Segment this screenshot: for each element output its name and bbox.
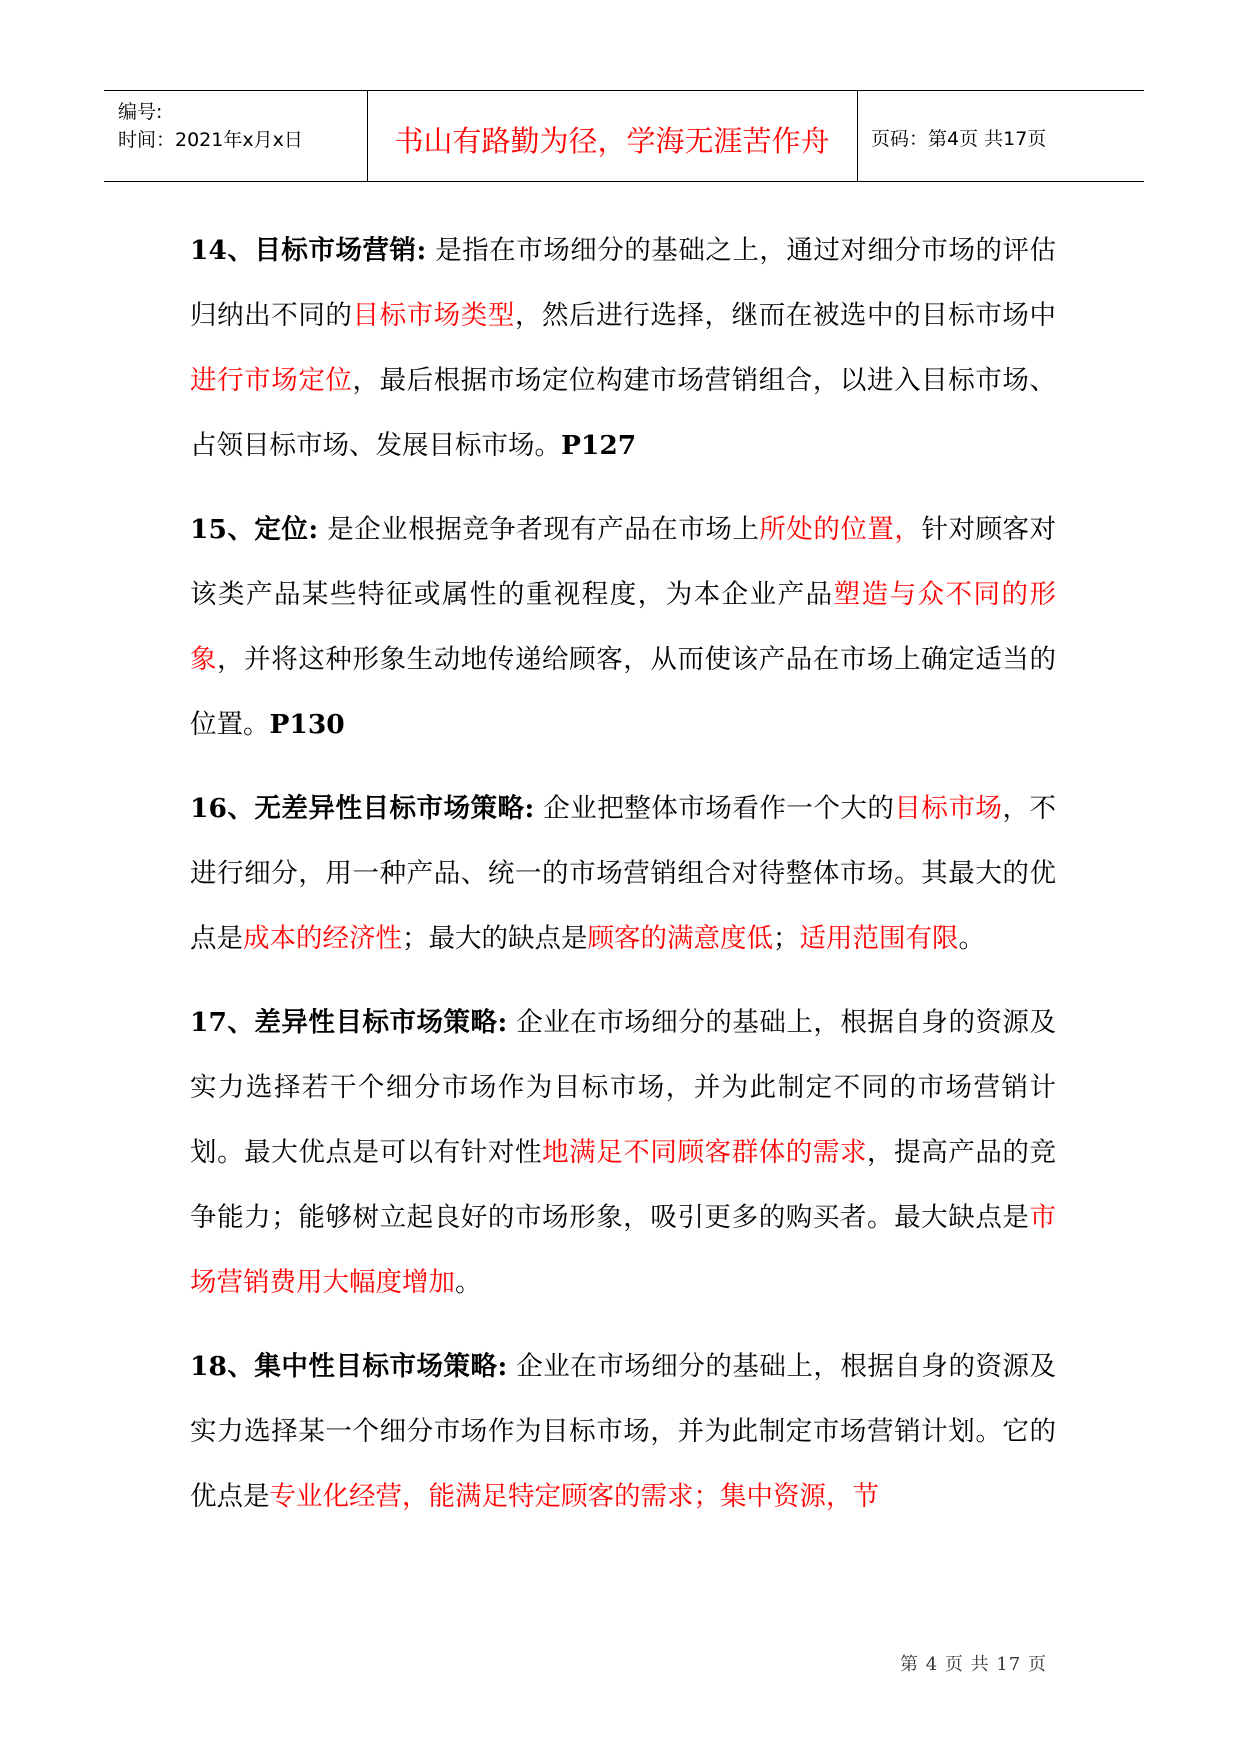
term-heading: 14、目标市场营销:	[190, 235, 427, 266]
definition-paragraph	[190, 218, 1056, 478]
term-heading: 18、集中性目标市场策略:	[190, 1351, 508, 1382]
page-reference: P130	[269, 709, 345, 740]
highlighted-text: 地满足不同顾客群体的需求	[542, 1137, 868, 1168]
definition-paragraph	[190, 1334, 1056, 1529]
header-page-cell	[857, 91, 1144, 181]
body-text: ；最大的缺点是	[402, 923, 588, 954]
highlighted-text: 进行市场定位	[190, 365, 353, 396]
highlighted-text: 成本的经济性	[243, 923, 402, 954]
highlighted-text: 所处的位置，	[759, 514, 922, 545]
header-motto: 书山有路勤为径，学海无涯苦作舟	[394, 124, 830, 158]
body-text: 。	[455, 1267, 482, 1298]
body-text: 企业把整体市场看作一个大的	[534, 793, 895, 824]
highlighted-text: 专业化经营，能满足特定顾客的需求；集中资源，节	[269, 1481, 879, 1512]
body-text: 是企业根据竞争者现有产品在市场上	[318, 514, 760, 545]
term-heading: 15、定位:	[190, 514, 319, 545]
header-page-code: 页码：第4页 共17页	[871, 128, 1047, 150]
highlighted-text: 顾客的满意度低	[587, 923, 773, 954]
header-info-cell	[104, 91, 368, 181]
header-motto-cell	[367, 91, 858, 181]
definition-paragraph	[190, 497, 1056, 757]
body-text: 。	[958, 923, 985, 954]
term-heading: 17、差异性目标市场策略:	[190, 1007, 508, 1038]
body-text: 是指在市场细分的基础之上，通过对细分市场的评估归纳出不同的	[190, 235, 1056, 331]
body-text: 针对顾客对该类产品某些特征或属性的重视程度，为本企业产品	[190, 514, 1056, 610]
body-text: 企业在市场细分的基础上，根据自身的资源及实力选择某一个细分市场作为目标市场，并为此制定市场营销计划。它的优点是	[190, 1351, 1056, 1512]
body-text: ；	[773, 923, 800, 954]
body-text: ，不进行细分，用一种产品、统一的市场营销组合对待整体市场。其最大的优点是	[190, 793, 1056, 954]
body-text: ，并将这种形象生动地传递给顾客，从而使该产品在市场上确定适当的位置。	[190, 644, 1057, 740]
highlighted-text: 市场营销费用大幅度增加	[190, 1202, 1056, 1298]
highlighted-text: 目标市场类型	[352, 300, 515, 331]
definition-paragraph	[190, 776, 1056, 971]
body-text: ，最后根据市场定位构建市场营销组合，以进入目标市场、占领目标市场、发展目标市场。	[190, 365, 1057, 461]
page-footer: 第 4 页 共 17 页	[900, 1654, 1047, 1675]
page-reference: P127	[561, 430, 637, 461]
body-text: ，然后进行选择，继而在被选中的目标市场中	[514, 300, 1057, 331]
document-body	[190, 218, 1056, 1548]
highlighted-text: 塑造与众不同的形象	[190, 579, 1057, 675]
highlighted-text: 目标市场	[894, 793, 1003, 824]
term-heading: 16、无差异性目标市场策略:	[190, 793, 535, 824]
document-number-label: 编号:	[118, 101, 163, 123]
highlighted-text: 适用范围有限	[799, 923, 959, 954]
page-header	[104, 90, 1144, 182]
definition-paragraph	[190, 990, 1056, 1315]
document-time-label: 时间：2021年x月x日	[118, 129, 303, 151]
body-text: 企业在市场细分的基础上，根据自身的资源及实力选择若干个细分市场作为目标市场，并为此制定不同的市场营销计划。最大优点是可以有针对性	[190, 1007, 1056, 1168]
body-text: ，提高产品的竞争能力；能够树立起良好的市场形象，吸引更多的购买者。最大缺点是	[190, 1137, 1057, 1233]
